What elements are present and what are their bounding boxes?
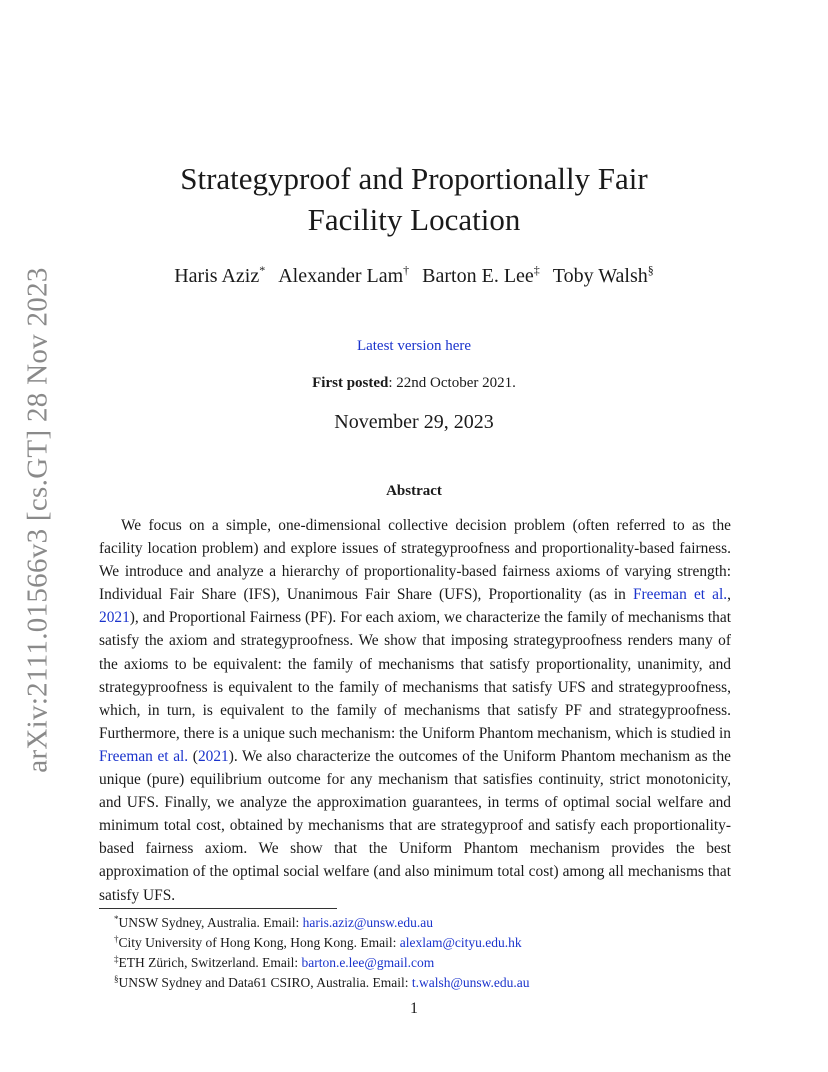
abstract-text-2: ), and Proportional Fairness (PF). For each axiom, we characterize the family of mechanisms that satisfy the axiom and strategyproofness. We show that imposing strategyproofness renders many of the axioms to be equivalent: the family of mechanisms that satisfy proportionality, unanimity, and strategyproofness is equivalent to the family of mechanisms that satisfy UFS and strategyproofness, which, in turn, is equivalent to the family of mechanisms that satisfy PF and strategyproofness. Furthermore, there is a unique such mechanism: the Uniform Phantom mechanism, which is studied in: [99, 609, 731, 742]
first-posted-line: [100, 375, 728, 392]
footnotes: [114, 911, 734, 991]
footnote-divider: [99, 908, 337, 909]
author-walsh: [553, 265, 654, 287]
page-number: 1: [410, 1000, 418, 1017]
author-lee: [422, 265, 540, 287]
footnote-mark: ‡: [533, 263, 540, 277]
first-posted-value: : 22nd October 2021.: [388, 375, 516, 391]
latest-version-link[interactable]: Latest version here: [356, 338, 472, 354]
citation-separator: ,: [727, 586, 731, 604]
footnote-lee: [114, 951, 734, 971]
email-link[interactable]: barton.e.lee@gmail.com: [301, 955, 435, 970]
footnote-lam: [114, 931, 734, 951]
abstract-text-1: We focus on a simple, one-dimensional collective decision problem (often referred to as the facility location problem) and explore issues of strategyproofness and proportionality-based fairness. We introduce and analyze a hierarchy of proportionality-based fairness axioms of varying strength: Individual Fair Share (IFS), Unanimous Fair Share (UFS), Proportionality (as in: [99, 517, 731, 604]
paper-title: [100, 158, 728, 240]
footnote-affiliation: UNSW Sydney, Australia. Email:: [118, 915, 303, 930]
footnote-aziz: [114, 911, 734, 931]
footnote-walsh: [114, 971, 734, 991]
footnote-affiliation: ETH Zürich, Switzerland. Email:: [118, 955, 302, 970]
footnote-mark: †: [403, 263, 410, 277]
footnote-mark: *: [259, 263, 266, 277]
author-list: [100, 263, 728, 288]
author-name: Haris Aziz: [174, 265, 260, 287]
citation-freeman-author-2[interactable]: Freeman et al.: [99, 747, 189, 765]
abstract-body: [99, 514, 731, 907]
footnote-mark: †: [114, 934, 119, 944]
citation-freeman-year[interactable]: 2021: [99, 609, 130, 627]
abstract-heading: Abstract: [386, 483, 442, 499]
footnote-mark: §: [647, 263, 654, 277]
footnote-mark: *: [114, 914, 119, 924]
citation-freeman-author[interactable]: Freeman et al.: [632, 586, 728, 604]
title-line-2: Facility Location: [307, 202, 521, 237]
author-name: Barton E. Lee: [422, 265, 534, 287]
author-name: Toby Walsh: [552, 265, 648, 287]
first-posted-label: First posted: [312, 375, 389, 391]
email-link[interactable]: haris.aziz@unsw.edu.au: [302, 915, 433, 930]
citation-open-paren: (: [188, 747, 198, 765]
paper-date: November 29, 2023: [334, 411, 494, 433]
footnote-affiliation: City University of Hong Kong, Hong Kong. Email:: [118, 935, 400, 950]
citation-freeman-year-2[interactable]: 2021: [197, 747, 229, 765]
arxiv-identifier: arXiv:2111.01566v3 [cs.GT] 28 Nov 2023: [21, 267, 54, 773]
author-aziz: [174, 265, 265, 287]
title-line-1: Strategyproof and Proportionally Fair: [180, 161, 648, 196]
email-link[interactable]: alexlam@cityu.edu.hk: [399, 935, 522, 950]
email-link[interactable]: t.walsh@unsw.edu.au: [411, 975, 530, 990]
abstract-text-3: ). We also characterize the outcomes of the Uniform Phantom mechanism as the unique (pure) equilibrium outcome for any mechanism that satisfies continuity, strict monotonicity, and UFS. Finally, we analyze the approximation guarantees, in terms of optimal social welfare and minimum total cost, obtained by mechanisms that are strategyproof and satisfy each proportionality-based fairness axiom. We show that the Uniform Phantom mechanism provides the best approximation of the optimal social welfare (and also minimum total cost) among all mechanisms that satisfy UFS.: [99, 747, 732, 904]
footnote-affiliation: UNSW Sydney and Data61 CSIRO, Australia. Email:: [118, 975, 412, 990]
footnote-mark: ‡: [114, 954, 119, 964]
author-name: Alexander Lam: [278, 265, 404, 287]
author-lam: [278, 265, 409, 287]
footnote-mark: §: [114, 974, 119, 984]
